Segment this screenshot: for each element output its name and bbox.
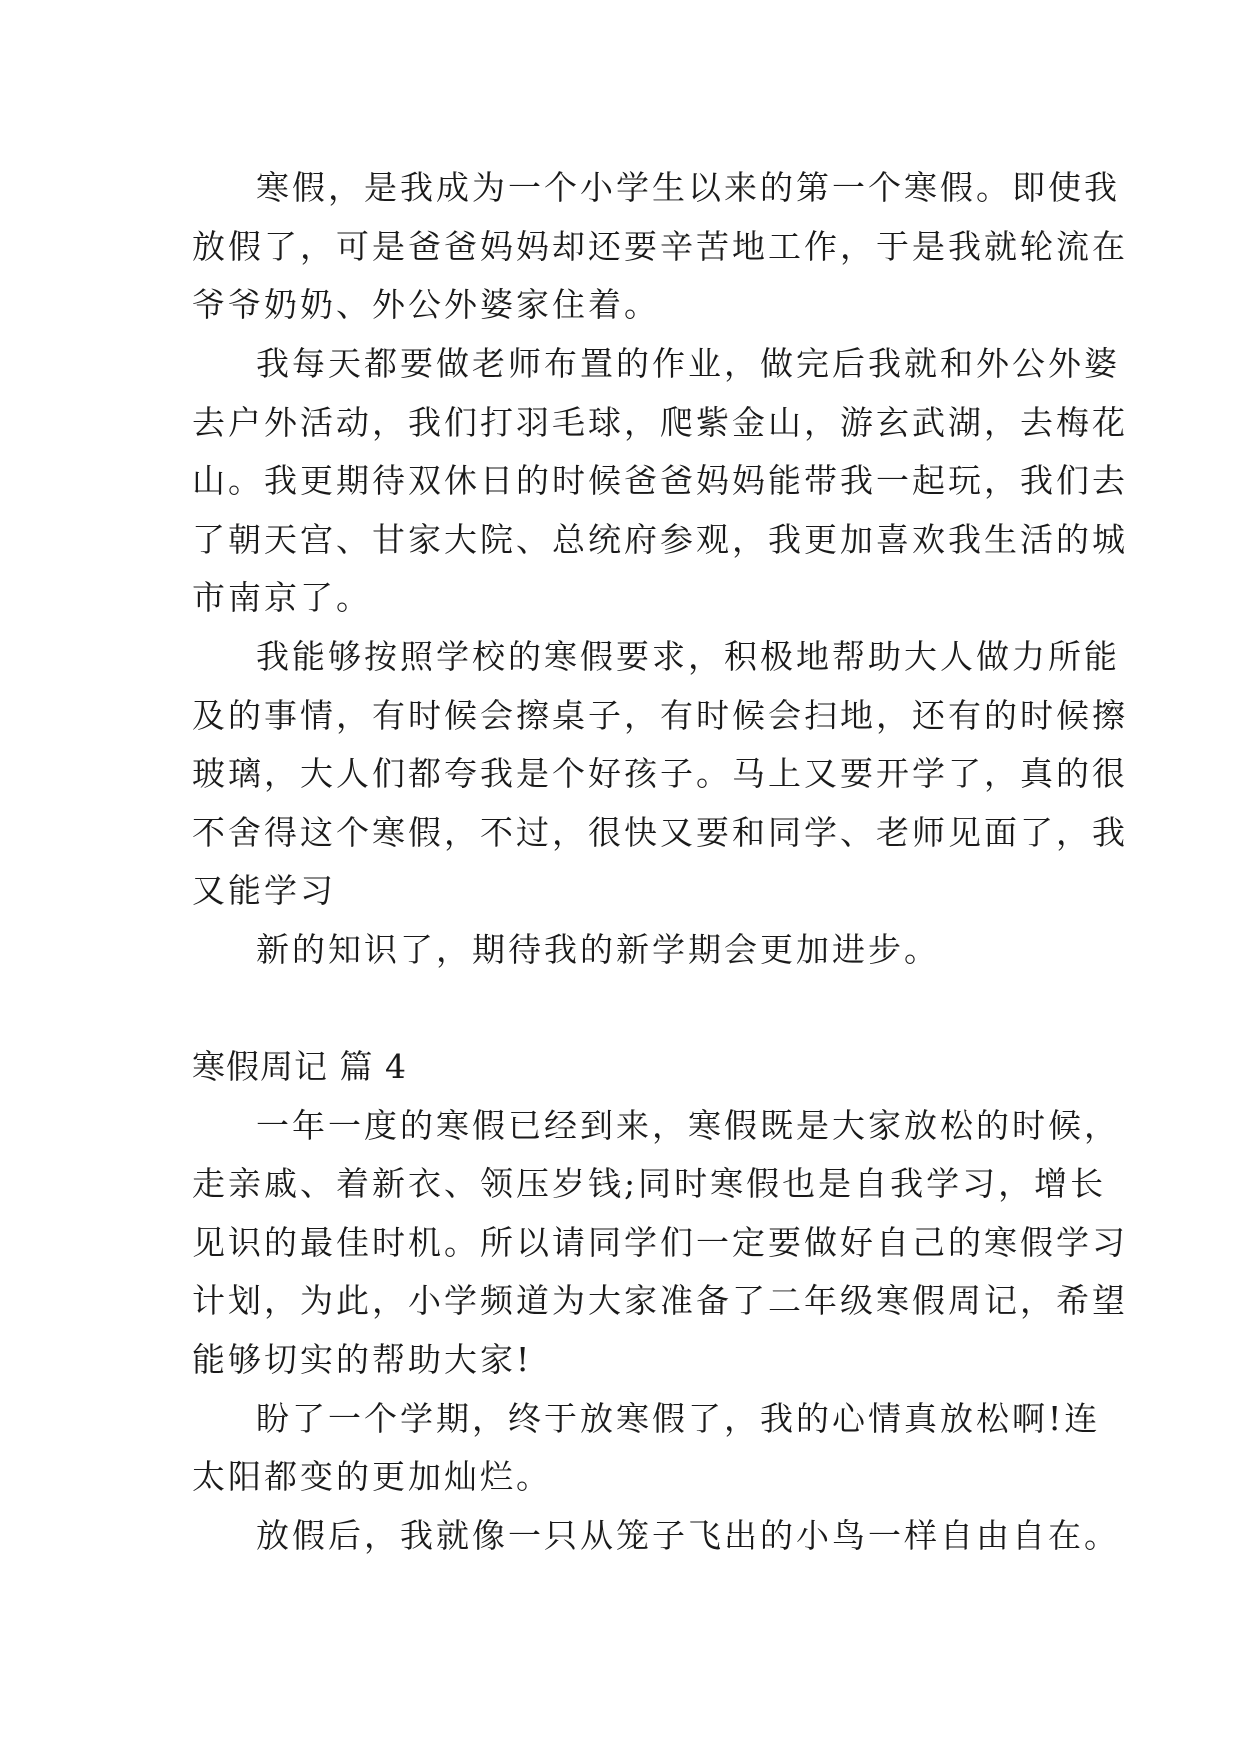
- text-line: 能够切实的帮助大家!: [192, 1340, 533, 1379]
- text-line: 及的事情，有时候会擦桌子，有时候会扫地，还有的时候擦: [192, 696, 1128, 735]
- text-line: 爷爷奶奶、外公外婆家住着。: [192, 285, 660, 324]
- text-line: 不舍得这个寒假，不过，很快又要和同学、老师见面了，我: [192, 813, 1128, 852]
- text-line: 走亲戚、着新衣、领压岁钱;同时寒假也是自我学习，增长: [192, 1164, 1107, 1203]
- text-line: 我能够按照学校的寒假要求，积极地帮助大人做力所能: [256, 637, 1120, 676]
- text-line: 去户外活动，我们打羽毛球，爬紫金山，游玄武湖，去梅花: [192, 403, 1128, 442]
- text-line: 一年一度的寒假已经到来，寒假既是大家放松的时候，: [256, 1106, 1120, 1145]
- text-line: 市南京了。: [192, 578, 372, 617]
- text-line: 又能学习: [192, 871, 336, 910]
- section-heading: 寒假周记 篇 4: [192, 1047, 407, 1086]
- text-line: 计划，为此，小学频道为大家准备了二年级寒假周记，希望: [192, 1281, 1128, 1320]
- text-line: 盼了一个学期，终于放寒假了，我的心情真放松啊!连: [256, 1399, 1101, 1438]
- text-line: 我每天都要做老师布置的作业，做完后我就和外公外婆: [256, 344, 1120, 383]
- text-line: 寒假，是我成为一个小学生以来的第一个寒假。即使我: [256, 168, 1120, 207]
- text-line: 玻璃，大人们都夸我是个好孩子。马上又要开学了，真的很: [192, 754, 1128, 793]
- text-line: 山。我更期待双休日的时候爸爸妈妈能带我一起玩，我们去: [192, 461, 1128, 500]
- text-line: 新的知识了，期待我的新学期会更加进步。: [256, 930, 940, 969]
- text-line: 了朝天宫、甘家大院、总统府参观，我更加喜欢我生活的城: [192, 520, 1128, 559]
- text-line: 见识的最佳时机。所以请同学们一定要做好自己的寒假学习: [192, 1223, 1128, 1262]
- text-line: 放假后，我就像一只从笼子飞出的小鸟一样自由自在。: [256, 1516, 1120, 1555]
- text-line: 放假了，可是爸爸妈妈却还要辛苦地工作，于是我就轮流在: [192, 227, 1128, 266]
- text-line: 太阳都变的更加灿烂。: [192, 1457, 552, 1496]
